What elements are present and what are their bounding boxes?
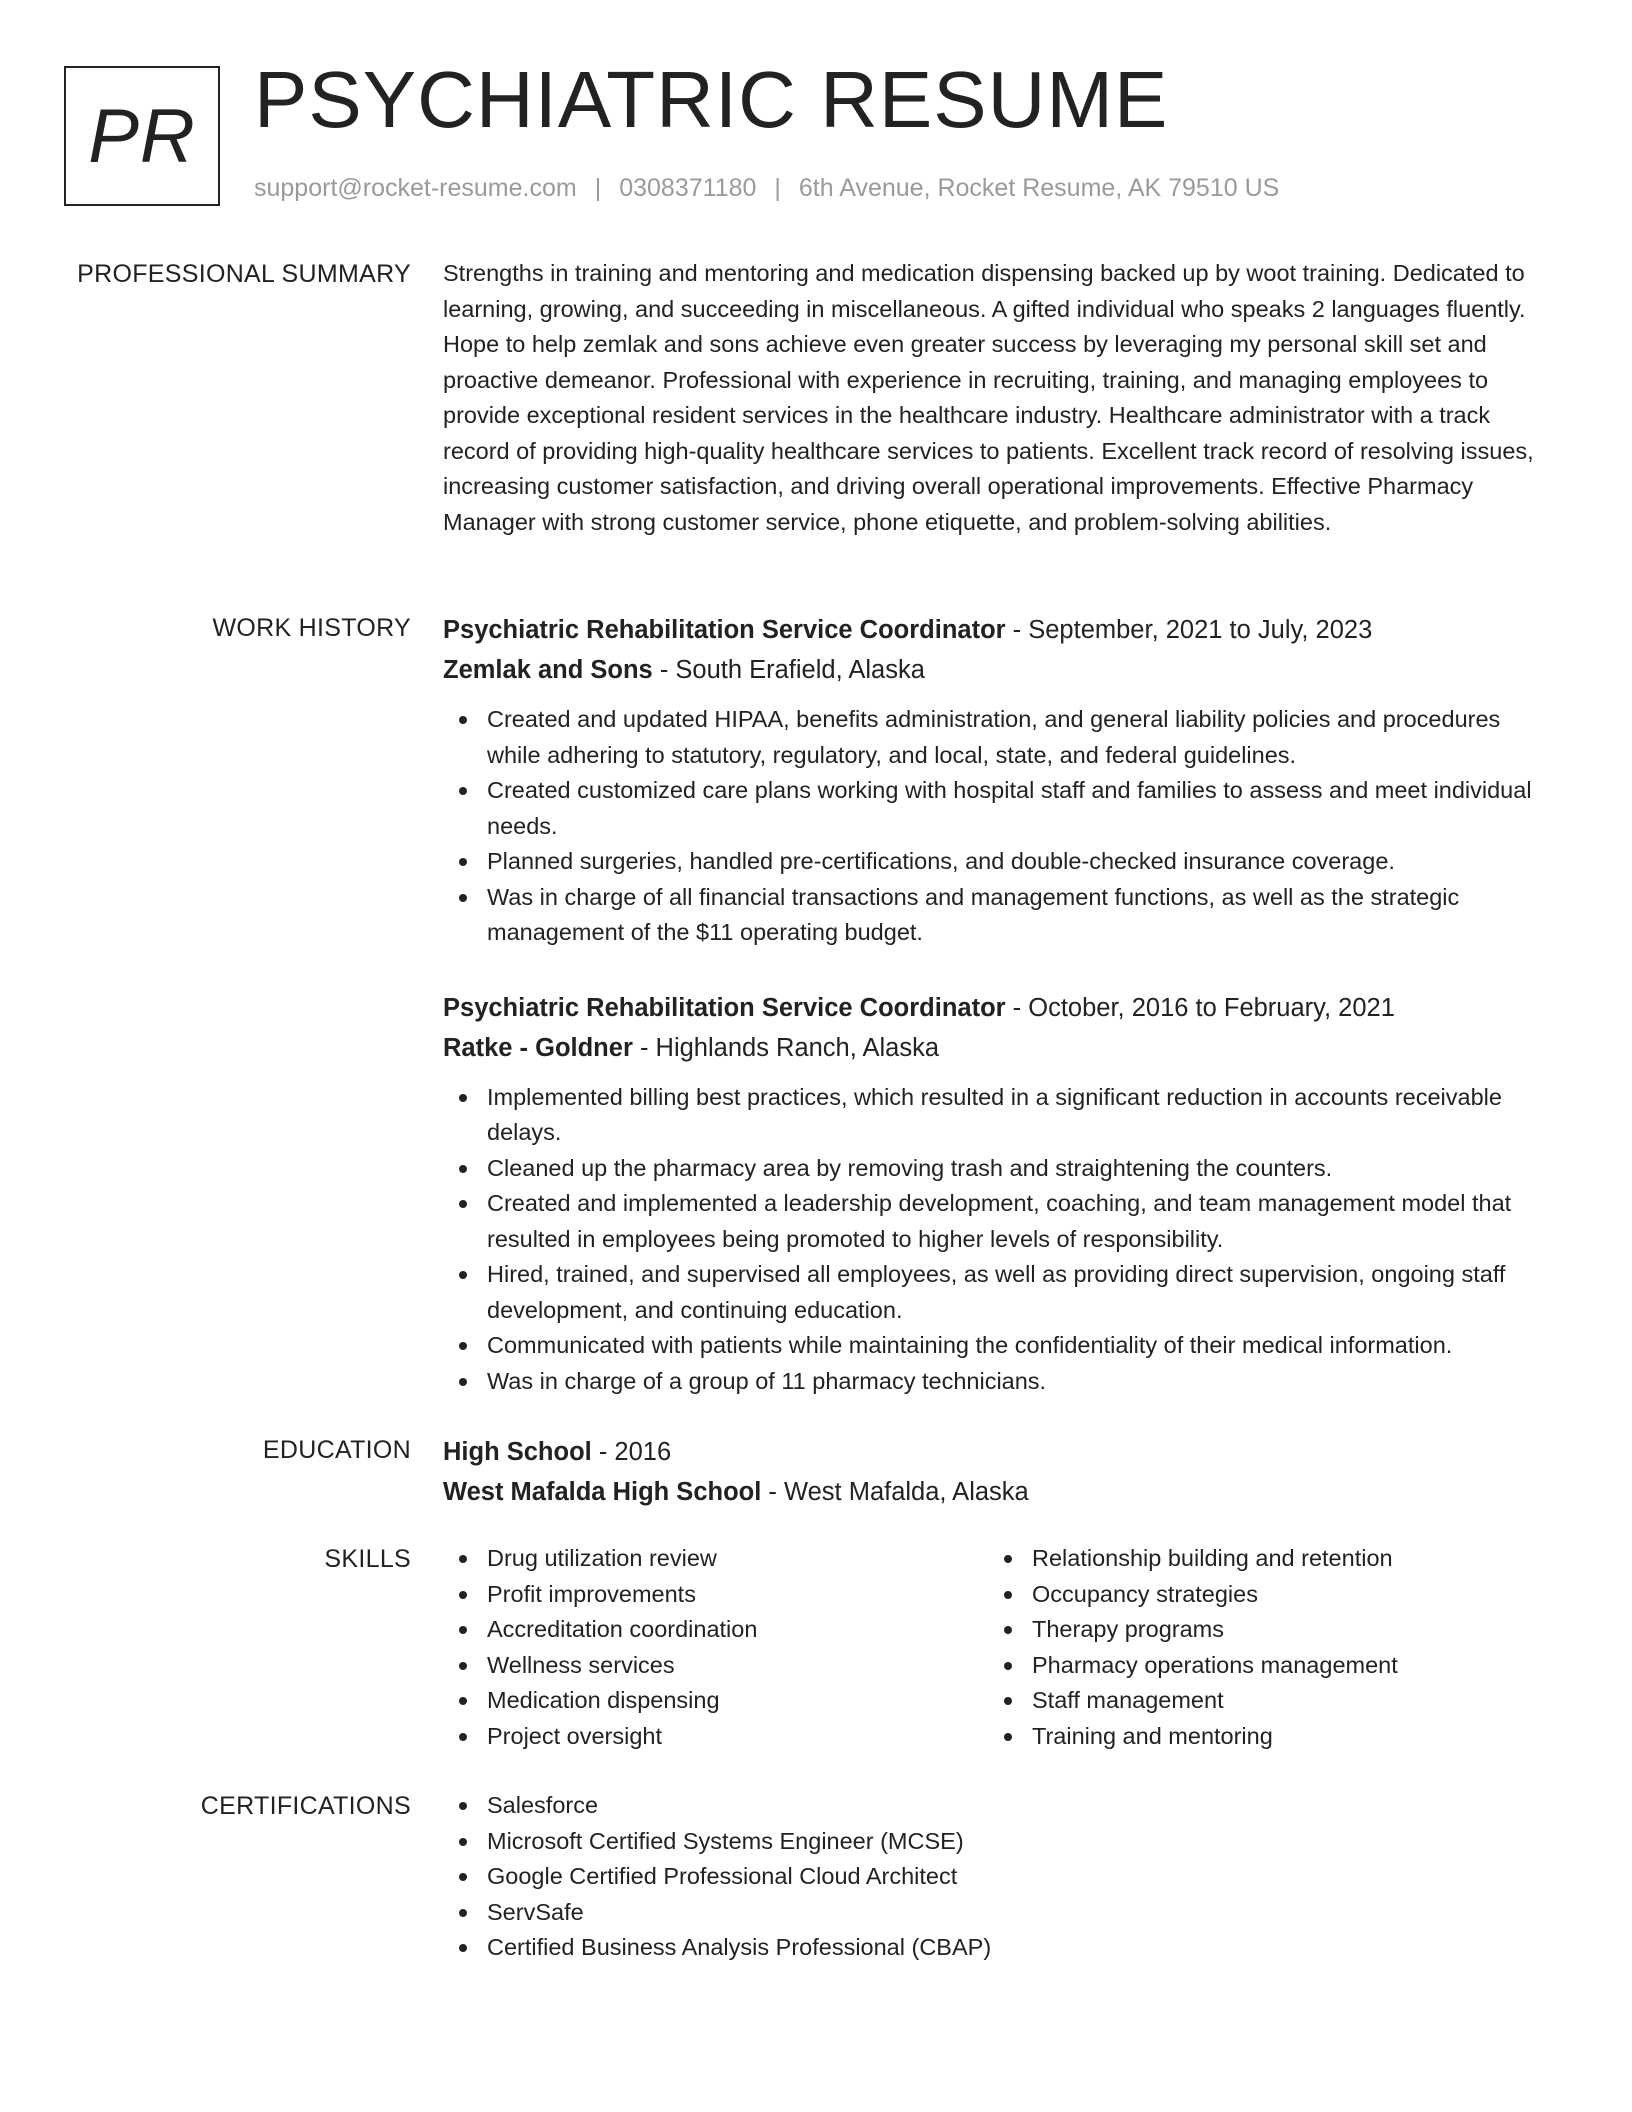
certification-item: ServSafe [443,1895,1555,1931]
job-company-line [443,1028,1555,1068]
skills-list [988,1541,1533,1754]
skill-item: Project oversight [443,1719,988,1755]
skill-item: Medication dispensing [443,1683,988,1719]
job-company-line [443,650,1555,690]
section-label-summary: PROFESSIONAL SUMMARY [77,260,411,288]
skill-item: Profit improvements [443,1577,988,1613]
job-title-line [443,610,1555,650]
education-body [443,1432,1555,1512]
job-dates: - September, 2021 to July, 2023 [1005,616,1373,644]
contact-email[interactable]: support@rocket-resume.com [254,174,577,202]
section-label-education: EDUCATION [262,1436,411,1464]
job-entry [443,988,1555,1400]
skill-item: Accreditation coordination [443,1612,988,1648]
resume-title: PSYCHIATRIC RESUME [254,55,1169,144]
job-dates: - October, 2016 to February, 2021 [1005,993,1395,1022]
job-bullet: Communicated with patients while maintaining the confidentiality of their medical information. [443,1328,1555,1364]
section-label-work: WORK HISTORY [212,614,411,642]
education-degree: High School [443,1438,592,1466]
job-company: Zemlak and Sons [443,656,653,684]
summary-body [443,256,1555,540]
education-degree-line [443,1432,1555,1472]
skill-item: Pharmacy operations management [988,1648,1533,1684]
job-bullet: Planned surgeries, handled pre-certifications, and double-checked insurance coverage. [443,844,1555,880]
education-year: - 2016 [591,1438,672,1466]
job-location: - South Erafield, Alaska [652,656,925,684]
skill-item: Wellness services [443,1648,988,1684]
skill-item: Relationship building and retention [988,1541,1533,1577]
job-bullet: Created and updated HIPAA, benefits administration, and general liability policies and procedures while adhering to statutory, regulatory, and local, state, and federal guidelines. [443,702,1555,773]
job-bullets [443,702,1555,951]
summary-text: Strengths in training and mentoring and medication dispensing backed up by woot training. Dedicated to learning, growing, and succeeding in miscellaneous. A gifted individual who speaks 2 languages fluently. Hope to help zemlak and sons achieve even greater success by leveraging my personal skill set and proactive demeanor. Professional with experience in recruiting, training, and managing employees to provide exceptional resident services in the healthcare industry. Healthcare administrator with a track record of providing high-quality healthcare services to patients. Excellent track record of resolving issues, increasing customer satisfaction, and driving overall operational improvements. Effective Pharmacy Manager with strong customer service, phone etiquette, and problem-solving abilities. [443,260,1534,535]
certification-item: Google Certified Professional Cloud Architect [443,1859,1555,1895]
contact-separator: | [774,174,781,202]
job-bullet: Created and implemented a leadership development, coaching, and team management model that resulted in employees being promoted to higher levels of responsibility. [443,1186,1555,1257]
job-bullet: Hired, trained, and supervised all employees, as well as providing direct supervision, ongoing staff development, and continuing education. [443,1257,1555,1328]
section-label-certifications: CERTIFICATIONS [200,1792,411,1820]
job-title: Psychiatric Rehabilitation Service Coordinator [443,993,1006,1022]
job-bullet: Implemented billing best practices, which resulted in a significant reduction in accounts receivable delays. [443,1080,1555,1151]
certification-item: Microsoft Certified Systems Engineer (MCSE) [443,1824,1555,1860]
job-bullet: Cleaned up the pharmacy area by removing trash and straightening the counters. [443,1151,1555,1187]
education-school: West Mafalda High School [443,1478,762,1506]
skills-list [443,1541,988,1754]
skill-item: Occupancy strategies [988,1577,1533,1613]
job-bullet: Created customized care plans working with hospital staff and families to assess and meet individual needs. [443,773,1555,844]
job-title: Psychiatric Rehabilitation Service Coordinator [443,616,1006,644]
section-label-skills: SKILLS [324,1545,411,1573]
education-location: - West Mafalda, Alaska [761,1478,1029,1506]
certification-item: Salesforce [443,1788,1555,1824]
skill-item: Training and mentoring [988,1719,1533,1755]
certifications-list [443,1788,1555,1966]
skills-body [443,1541,1555,1754]
contact-address: 6th Avenue, Rocket Resume, AK 79510 US [798,174,1280,202]
skills-column-right [988,1541,1533,1754]
job-title-line [443,988,1555,1028]
job-location: - Highlands Ranch, Alaska [632,1033,940,1062]
work-history-body [443,610,1555,1399]
skill-item: Therapy programs [988,1612,1533,1648]
job-bullet: Was in charge of a group of 11 pharmacy technicians. [443,1364,1555,1400]
skills-column-left [443,1541,988,1754]
skill-item: Drug utilization review [443,1541,988,1577]
job-entry [443,610,1555,951]
contact-phone[interactable]: 0308371180 [619,174,757,202]
job-bullet: Was in charge of all financial transactions and management functions, as well as the strategic management of the $11 operating budget. [443,880,1555,951]
education-school-line [443,1472,1555,1512]
job-bullets [443,1080,1555,1400]
monogram-logo: PR [64,66,220,206]
certification-item: Certified Business Analysis Professional (CBAP) [443,1930,1555,1966]
job-company: Ratke - Goldner [443,1033,633,1062]
certifications-body [443,1788,1555,1966]
contact-separator: | [594,174,602,202]
contact-line [254,174,1279,203]
skill-item: Staff management [988,1683,1533,1719]
